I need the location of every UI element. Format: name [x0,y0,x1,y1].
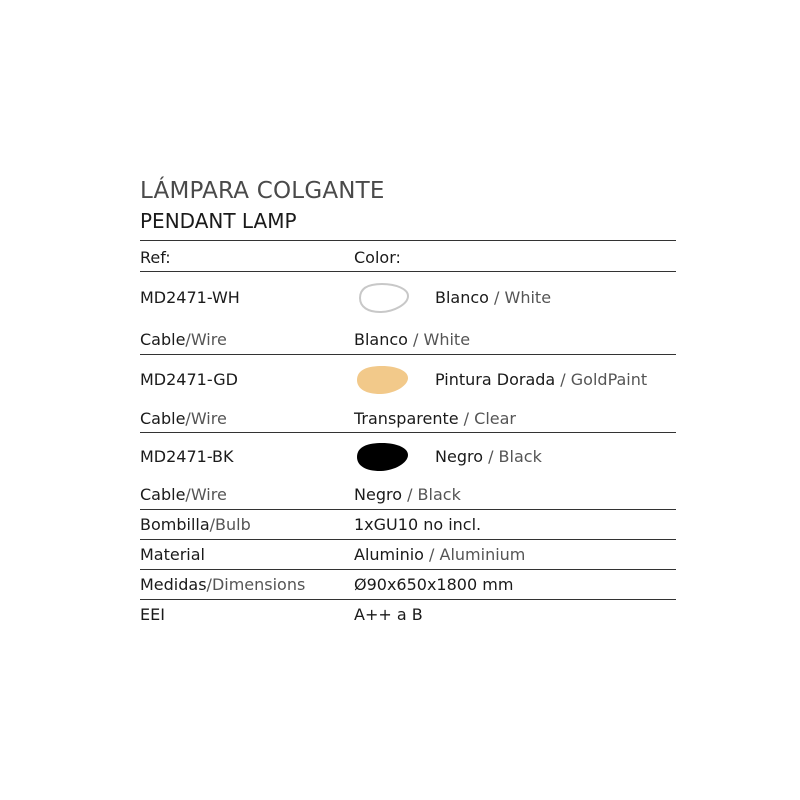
spec-label-bulb: Bombilla/Bulb [140,515,251,534]
spec-value-material: Aluminio / Aluminium [354,545,526,564]
divider [140,240,676,241]
spec-value-dimensions: Ø90x650x1800 mm [354,575,514,594]
divider [140,509,676,510]
product-title-block [140,176,676,236]
cable-value: Blanco / White [354,330,471,349]
black-swatch [354,440,410,474]
spec-label-dimensions: Medidas/Dimensions [140,575,306,594]
header-color: Color: [354,248,401,267]
header-ref: Ref: [140,248,171,267]
divider [140,569,676,570]
variant-ref: MD2471-BK [140,447,234,466]
divider [140,599,676,600]
spec-value-eei: A++ a B [354,605,423,624]
variant-ref: MD2471-WH [140,288,240,307]
title-spanish: LÁMPARA COLGANTE [140,178,385,204]
cable-value: Transparente / Clear [354,409,516,428]
variant-color: Pintura Dorada / GoldPaint [435,370,648,389]
cable-label: Cable/Wire [140,409,227,428]
white-swatch [354,281,410,315]
variant-ref: MD2471-GD [140,370,238,389]
title-english: PENDANT LAMP [140,209,297,233]
cable-label: Cable/Wire [140,485,227,504]
variant-color: Negro / Black [435,447,542,466]
cable-label: Cable/Wire [140,330,227,349]
gold-swatch [354,363,410,397]
divider [140,354,676,355]
cable-value: Negro / Black [354,485,461,504]
spec-label-material: Material [140,545,205,564]
spec-value-bulb: 1xGU10 no incl. [354,515,482,534]
spec-label-eei: EEI [140,605,165,624]
divider [140,271,676,272]
divider [140,539,676,540]
variant-color: Blanco / White [435,288,552,307]
divider [140,432,676,433]
